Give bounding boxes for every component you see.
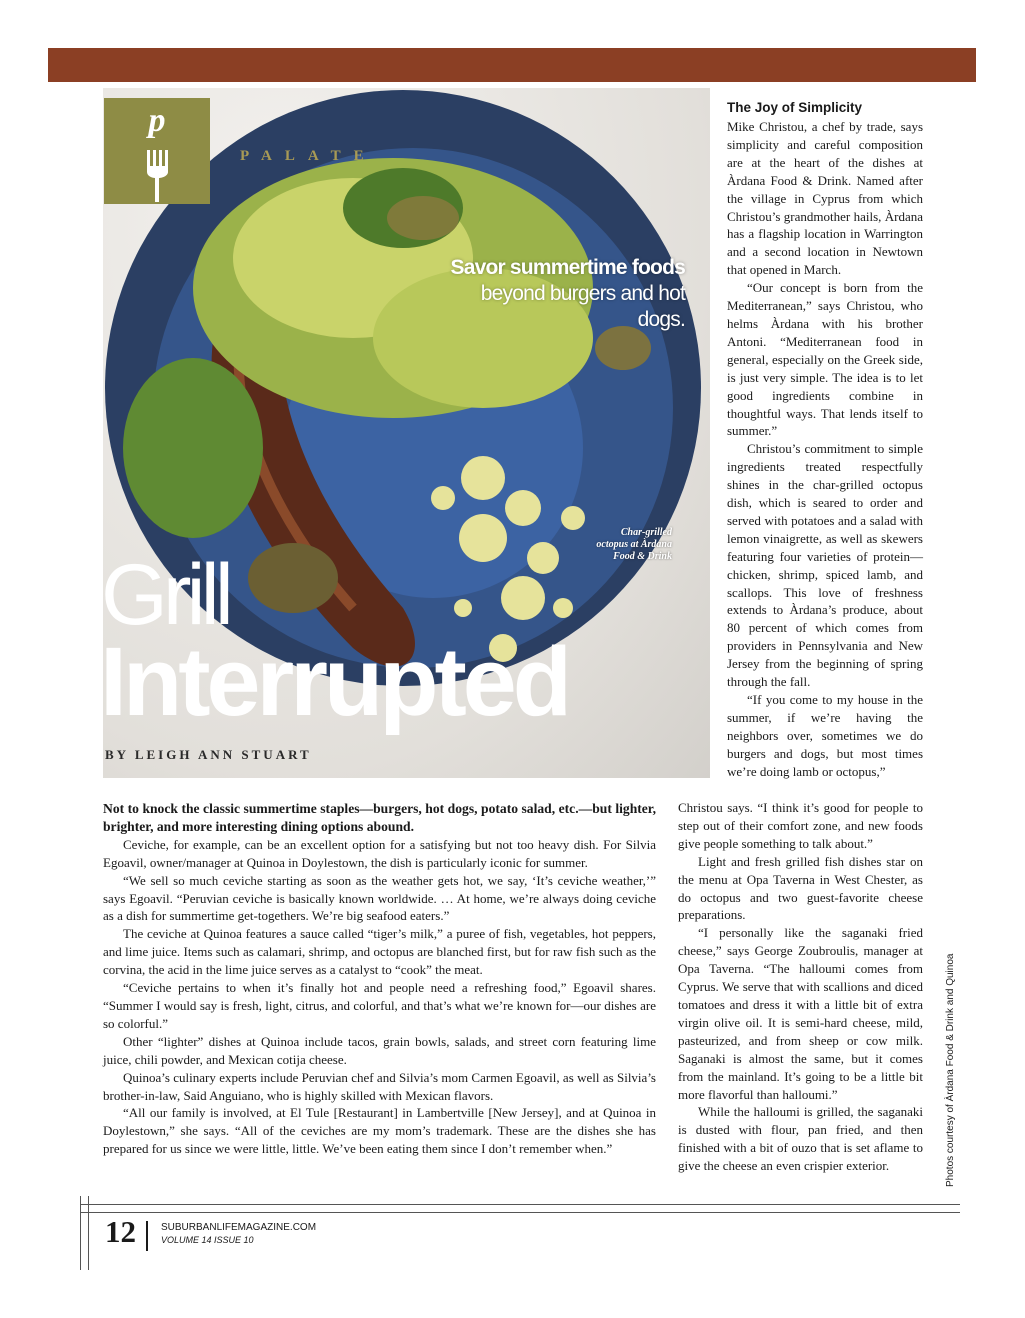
article-column-2 (727, 118, 923, 781)
headline-line1: Grill (101, 547, 229, 643)
left-rule-inner (88, 1196, 89, 1270)
paragraph: “All our family is involved, at El Tule [Restaurant] in Lambertville [New Jersey], and at Quinoa in Doylestown,” she says. “All of the ceviches are my mom’s trademark. These are the dishes she has prepared for us since we were little, little. We’ve been eating them since I don’t remember when.” (103, 1105, 656, 1157)
paragraph: Christou says. “I think it’s good for people to step out of their comfort zone, and new foods give people something to talk about.” (678, 800, 923, 851)
paragraph: “I personally like the saganaki fried cheese,” says George Zoubroulis, manager at Opa Taverna. “The halloumi comes from Cyprus. We serve that with scallions and diced tomatoes and dress it with a little bit of extra virgin olive oil. It is semi-hard cheese, mild, pasteurized, and from sheep or cow milk. Saganaki is almost the same, but it comes from the mainland. It’s going to be a little bit more flavorful than halloumi.” (678, 925, 923, 1102)
subhead: The Joy of Simplicity (727, 100, 863, 115)
page-number: 12 (105, 1214, 136, 1249)
paragraph: Christou’s commitment to simple ingredients treated respectfully shines in the char-grilled octopus dish, which is seared to order and served with potatoes and a salad with lemon vinaigrette, as well as skewers featuring four varieties of protein—chicken, shrimp, spiced lamb, and scallops. This love of freshness extends to Àrdana’s produce, about 80 percent of which comes from providers in Pennsylvania and New Jersey from the beginning of spring through the fall. (727, 441, 923, 690)
photo-credit: Photos courtesy of Àrdana Food & Drink and Quinoa (945, 953, 956, 1187)
footer-rule-2 (80, 1212, 960, 1213)
fork-icon (144, 150, 170, 202)
paragraph: The ceviche at Quinoa features a sauce called “tiger’s milk,” a puree of fish, vegetables, hot peppers, and lime juice. Items such as calamari, shrimp, and octopus are blanched first, but for raw fish such as the corvina, the acid in the lime juice serves as a catalyst to “cook” the meat. (103, 926, 656, 978)
paragraph: Light and fresh grilled fish dishes star on the menu at Opa Taverna in West Chester, as do octopus and two guest-favorite cheese preparations. (678, 853, 923, 923)
footer-rule (80, 1204, 960, 1205)
paragraph: While the halloumi is grilled, the saganaki is dusted with flour, pan fried, and then finished with a bit of ouzo that is set aflame to give the cheese an even crispier exterior. (678, 1104, 923, 1174)
paragraph: Ceviche, for example, can be an excellent option for a satisfying but not too heavy dish. For Silvia Egoavil, owner/manager at Quinoa in Doylestown, the dish is particularly iconic for summer. (103, 836, 656, 870)
left-rule (80, 1196, 81, 1270)
dek-regular: beyond burgers and hot dogs. (480, 282, 685, 331)
paragraph: Mike Christou, a chef by trade, says simplicity and careful composition are at the heart of the dishes at Àrdana Food & Drink. Named after the village in Cyprus from which Christou’s grandmother hails, Àrdana has a flagship location in Warrington and a second location in Newtown that opened in March. (727, 119, 923, 278)
website-link[interactable]: SUBURBANLIFEMAGAZINE.COM (161, 1222, 317, 1233)
paragraph: “We sell so much ceviche starting as soon as the weather gets hot, we say, ‘It’s ceviche weather,’” says Egoavil. “Peruvian ceviche is basically known worldwide. … At home, we’re always doing ceviche as a dish for summertime get-togethers. We’re big seafood eaters.” (103, 872, 656, 924)
article-column-3 (678, 799, 923, 1175)
paragraph: “If you come to my house in the summer, if we’re having the neighbors over, sometimes we do burgers and dogs, but most times we’re doing lamb or octopus,” (727, 692, 923, 779)
headline-line2: Interrupted (100, 627, 568, 736)
paragraph: Quinoa’s culinary experts include Peruvian chef and Silvia’s mom Carmen Egoavil, as well as Silvia’s brother-in-law, Said Anguiano, who is highly skilled with Mexican flavors. (103, 1069, 656, 1103)
folio-divider (146, 1221, 148, 1251)
dek-bold: Savor summertime foods (450, 256, 685, 279)
lead-paragraph: Not to knock the classic summertime staples—burgers, hot dogs, potato salad, etc.—but lighter, brighter, and more interesting dining options abound. (103, 801, 656, 834)
section-name: PALATE (240, 148, 377, 164)
caption-line: Food & Drink (613, 551, 672, 562)
photo-caption (560, 527, 672, 563)
article-column-1 (103, 800, 656, 1158)
dek (430, 255, 685, 333)
paragraph: “Our concept is born from the Mediterranean,” says Christou, who helms Àrdana with his brother Antoni. “Mediterranean food in general, especially on the Greek side, is just very simple. The idea is to let good ingredients combine in thoughtful ways. That lends itself to summer.” (727, 280, 923, 439)
issue-info: VOLUME 14 ISSUE 10 (161, 1235, 254, 1245)
caption-line: octopus at Àrdana (596, 539, 672, 550)
paragraph: “Ceviche pertains to when it’s finally hot and people need a refreshing food,” Egoavil shares. “Summer I would say is fresh, light, citrus, and colorful, and that’s what we’re known for—our dishes are so colorful.” (103, 980, 656, 1031)
section-letter: p (148, 102, 166, 139)
caption-line: Char-grilled (620, 527, 672, 538)
paragraph: Other “lighter” dishes at Quinoa include tacos, grain bowls, salads, and street corn featuring lime juice, chili powder, and Mexican cotija cheese. (103, 1033, 656, 1067)
byline: BY LEIGH ANN STUART (105, 747, 312, 762)
section-badge (104, 98, 210, 204)
top-color-bar (48, 48, 976, 82)
